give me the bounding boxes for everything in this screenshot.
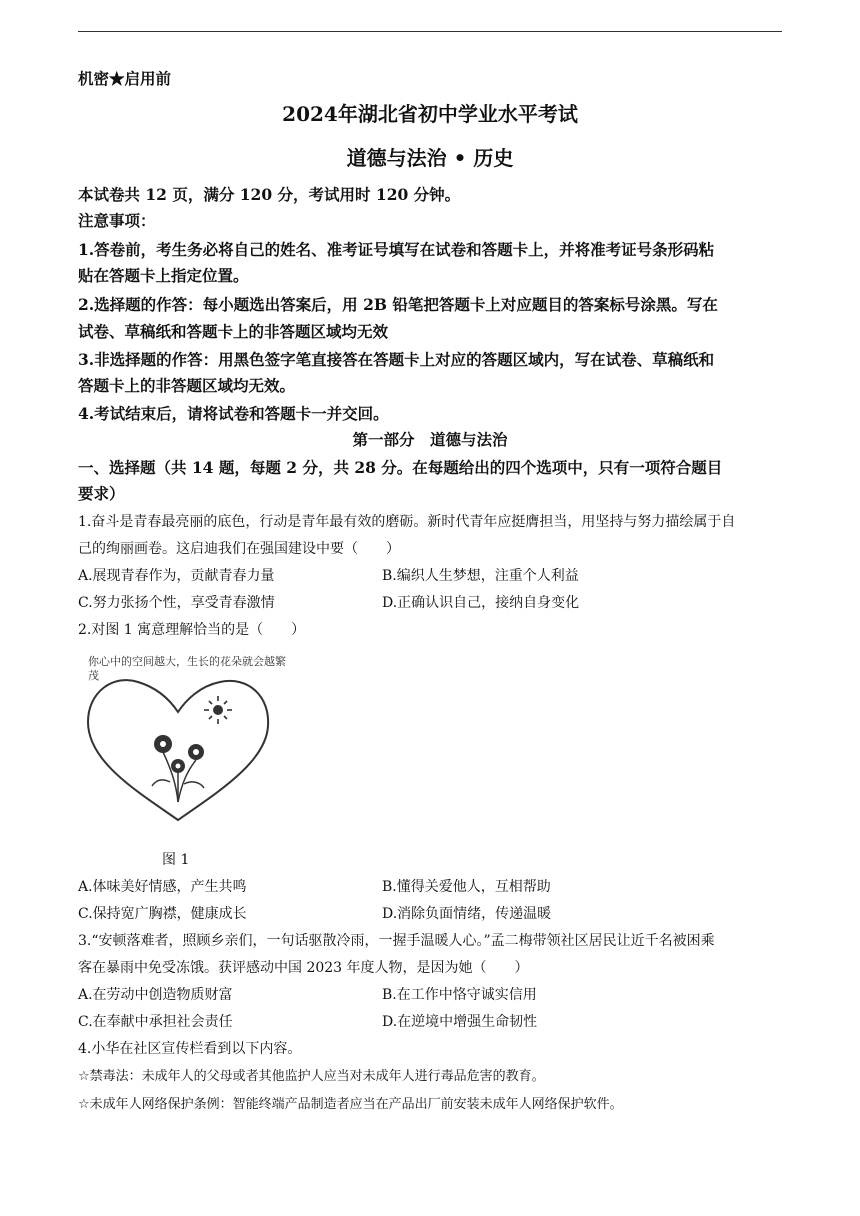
q2-option-d: D.消除负面情绪，传递温暖	[382, 906, 552, 922]
q3-option-d: D.在逆境中增强生命韧性	[382, 1014, 538, 1030]
q2-option-b: B.懂得关爱他人，互相帮助	[382, 879, 551, 895]
q1-stem-cont: 己的绚丽画卷。这启迪我们在强国建设中要（ ）	[78, 541, 400, 557]
q1-option-c: C.努力张扬个性，享受青春激情	[78, 595, 275, 611]
section-heading: 一、选择题（共 14 题，每题 2 分，共 28 分。在每题给出的四个选项中，只有一项符合题目	[78, 458, 723, 477]
figure-1-text: 你心中的空间越大，生长的花朵就会越繁茂	[88, 655, 286, 682]
q1-stem: 1.奋斗是青春最亮丽的底色，行动是青年最有效的磨砺。新时代青年应挺膺担当，用坚持与努力描绘属于自	[78, 514, 736, 530]
exam-title: 2024年湖北省初中学业水平考试	[282, 102, 578, 126]
q3-stem-cont: 客在暴雨中免受冻饿。获评感动中国 2023 年度人物，是因为她（ ）	[78, 960, 529, 976]
q4-stem: 4.小华在社区宣传栏看到以下内容。	[78, 1041, 302, 1057]
q3-option-b: B.在工作中恪守诚实信用	[382, 987, 537, 1003]
header-rule	[78, 31, 782, 32]
q2-option-a: A.体味美好情感，产生共鸣	[78, 879, 247, 895]
part-heading: 第一部分 道德与法治	[352, 430, 508, 449]
notice-line: 4.考试结束后，请将试卷和答题卡一并交回。	[78, 404, 389, 423]
q2-option-c: C.保持宽广胸襟，健康成长	[78, 906, 247, 922]
q4-item-2: ☆未成年人网络保护条例：智能终端产品制造者应当在产品出厂前安装未成年人网络保护软件。	[78, 1097, 623, 1112]
notice-line: 贴在答题卡上指定位置。	[78, 266, 249, 285]
notice-line: 答题卡上的非答题区域均无效。	[78, 376, 296, 395]
figure-1-caption: 图 1	[162, 852, 190, 868]
notice-line: 试卷、草稿纸和答题卡上的非答题区域均无效	[78, 322, 389, 341]
notice-heading: 注意事项：	[78, 211, 156, 230]
notice-line: 2.选择题的作答：每小题选出答案后，用 2B 铅笔把答题卡上对应题目的答案标号涂黑。写在	[78, 295, 718, 314]
q1-option-d: D.正确认识自己，接纳自身变化	[382, 595, 580, 611]
q3-option-a: A.在劳动中创造物质财富	[78, 987, 233, 1003]
q4-item-1: ☆禁毒法：未成年人的父母或者其他监护人应当对未成年人进行毒品危害的教育。	[78, 1069, 545, 1084]
section-heading-cont: 要求）	[78, 484, 125, 503]
q3-stem: 3.“安顿落难者，照顾乡亲们，一句话驱散冷雨，一握手温暖人心。”孟二梅带领社区居民让近千名被困乘	[78, 933, 715, 949]
q1-option-a: A.展现青春作为，贡献青春力量	[78, 568, 275, 584]
notice-line: 3.非选择题的作答：用黑色签字笔直接答在答题卡上对应的答题区域内，写在试卷、草稿纸和	[78, 350, 715, 369]
secret-label: 机密★启用前	[78, 69, 172, 88]
exam-intro: 本试卷共 12 页，满分 120 分，考试用时 120 分钟。	[78, 185, 461, 204]
q2-stem: 2.对图 1 寓意理解恰当的是（ ）	[78, 622, 306, 638]
exam-subtitle: 道德与法治 • 历史	[346, 146, 514, 170]
q3-option-c: C.在奉献中承担社会责任	[78, 1014, 233, 1030]
notice-line: 1.答卷前，考生务必将自己的姓名、准考证号填写在试卷和答题卡上，并将准考证号条形码粘	[78, 240, 715, 259]
q1-option-b: B.编织人生梦想，注重个人利益	[382, 568, 579, 584]
